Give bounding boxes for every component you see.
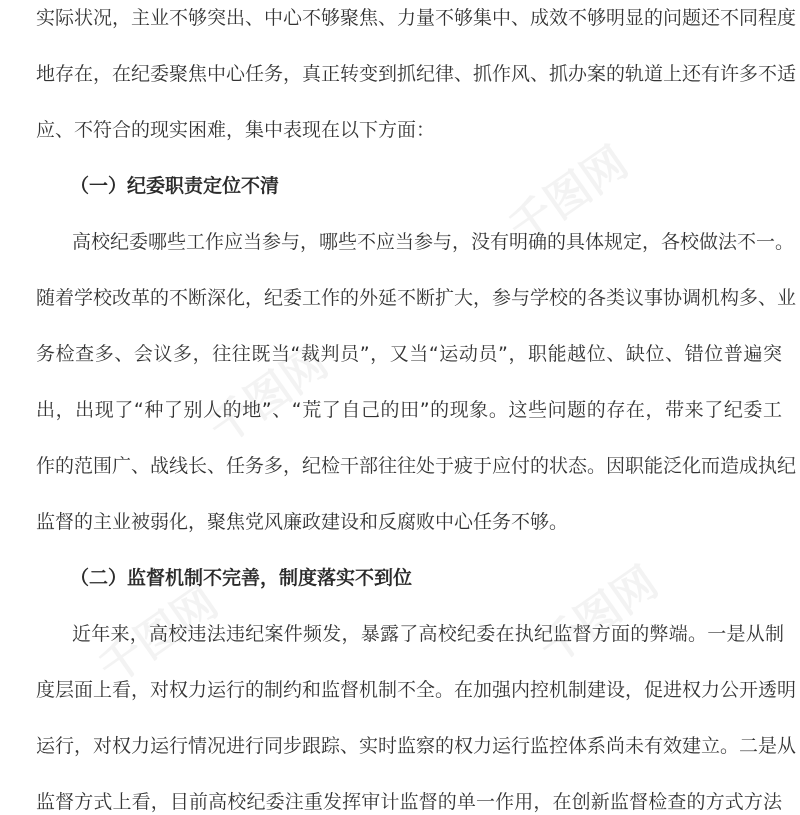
paragraph-line: 出，出现了“种了别人的地”、“荒了自己的田”的现象。这些问题的存在，带来了纪委工 [36,399,782,421]
paragraph-line: 随着学校改革的不断深化，纪委工作的外延不断扩大，参与学校的各类议事协调机构多、业 [36,287,797,309]
section-heading: （二）监督机制不完善，制度落实不到位 [70,567,413,589]
watermark: 千图网 [499,136,638,255]
paragraph-line: 作的范围广、战线长、任务多，纪检干部往往处于疲于应付的状态。因职能泛化而造成执纪 [36,455,797,477]
watermark: 千图网 [199,336,338,455]
paragraph-line: 实际状况，主业不够突出、中心不够聚焦、力量不够集中、成效不够明显的问题还不同程度 [36,7,797,29]
paragraph-line: 监督的主业被弱化，聚焦党风廉政建设和反腐败中心任务不够。 [36,511,569,533]
section-heading: （一）纪委职责定位不清 [70,175,280,197]
paragraph-line: 务检查多、会议多，往往既当“裁判员”，又当“运动员”，职能越位、缺位、错位普遍突 [36,343,782,365]
paragraph-line: 近年来，高校违法违纪案件频发，暴露了高校纪委在执纪监督方面的弊端。一是从制 [72,623,784,645]
paragraph-line: 应、不符合的现实困难，集中表现在以下方面： [36,119,436,141]
paragraph-line: 度层面上看，对权力运行的制约和监督机制不全。在加强内控机制建设，促进权力公开透明 [36,679,797,701]
paragraph-line: 地存在，在纪委聚焦中心任务，真正转变到抓纪律、抓作风、抓办案的轨道上还有许多不适 [36,63,797,85]
paragraph-line: 高校纪委哪些工作应当参与，哪些不应当参与，没有明确的具体规定，各校做法不一。 [72,231,795,253]
watermark: 千图网 [89,576,228,695]
paragraph-line: 运行，对权力运行情况进行同步跟踪、实时监察的权力运行监控体系尚未有效建立。二是从 [36,735,797,757]
watermark: 千图网 [529,556,668,675]
paragraph-line: 监督方式上看，目前高校纪委注重发挥审计监督的单一作用，在创新监督检查的方式方法 [36,791,782,813]
